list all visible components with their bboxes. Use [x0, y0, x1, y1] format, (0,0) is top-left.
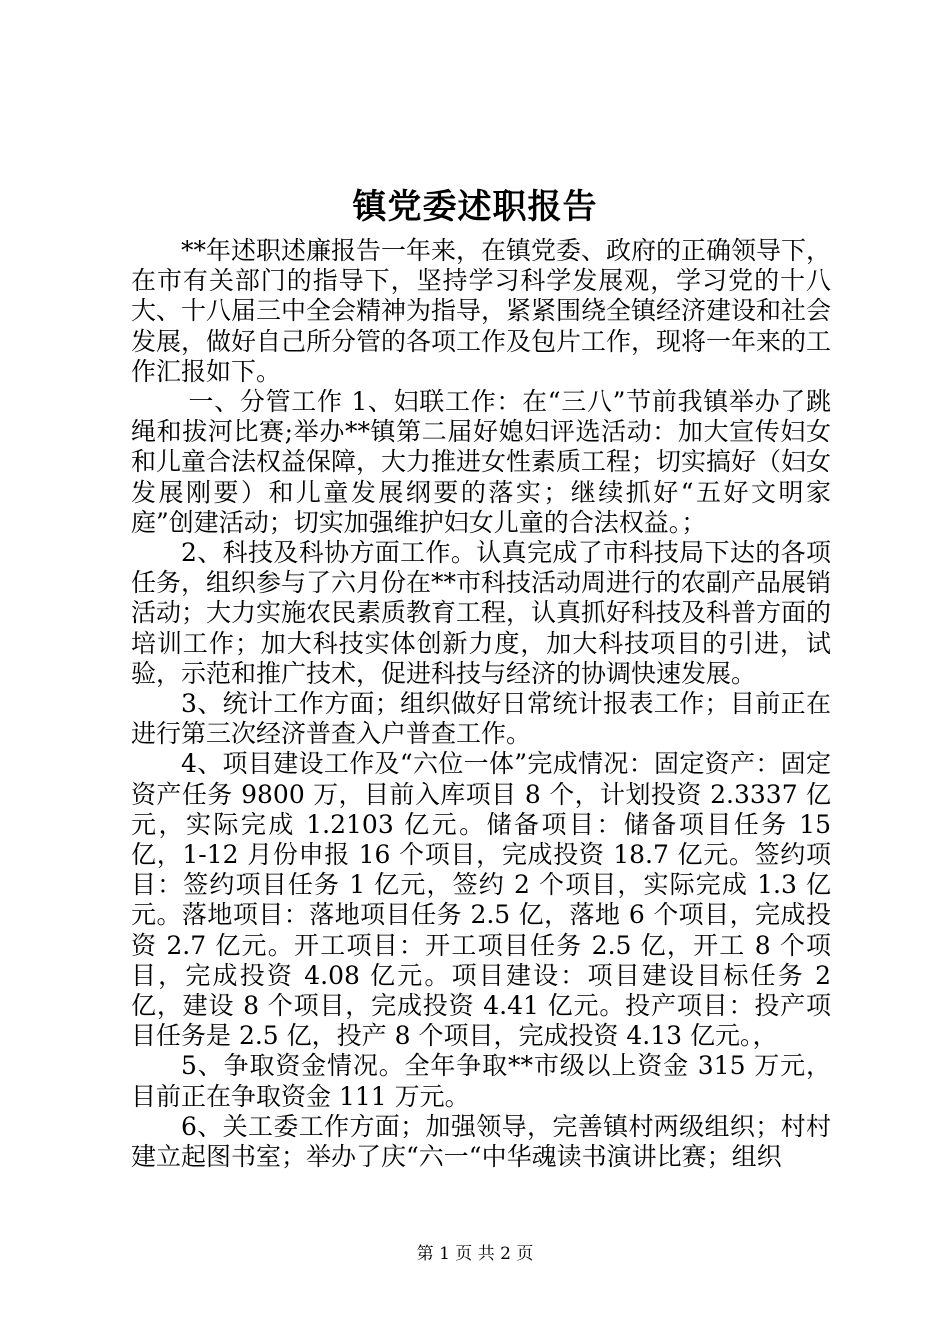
page-indicator: 第 1 页 共 2 页 [416, 1244, 534, 1264]
paragraph-section-6: 6、关工委工作方面；加强领导，完善镇村两级组织；村村建立起图书室；举办了庆“六一“中华魂读书演讲比赛；组织 [131, 1111, 831, 1172]
paragraph-section-1: 一、分管工作 1、妇联工作：在“三八”节前我镇举办了跳绳和拔河比赛;举办**镇第二届好媳妇评选活动：加大宣传妇女和儿童合法权益保障，大力推进女性素质工程；切实搞好（妇女发展刚要）和儿童发展纲要的落实；继续抓好“五好文明家庭”创建活动；切实加强维护妇女儿童的合法权益。； [131, 387, 832, 537]
paragraph-section-4: 4、项目建设工作及“六位一体”完成情况：固定资产：固定资产任务 9800 万，目前入库项目 8 个，计划投资 2.3337 亿元，实际完成 1.2103 亿元。储备项目：储备项目任务 15 亿，1-12 月份申报 16 个项目，完成投资 18.7 亿元。签约项目：签约项目任务 1 亿元，签约 2 个项目，实际完成 1.3 亿元。落地项目：落地项目任务 2.5 亿，落地 6 个项目，完成投资 2.7 亿元。开工项目：开工项目任务 2.5 亿，开工 8 个项目，完成投资 4.08 亿元。项目建设：项目建设目标任务 2 亿，建设 8 个项目，完成投资 4.41 亿元。投产项目：投产项目任务是 2.5 亿，投产 8 个项目，完成投资 4.13 亿元。， [131, 749, 831, 1051]
paragraph-section-2: 2、科技及科协方面工作。认真完成了市科技局下达的各项任务，组织参与了六月份在**市科技活动周进行的农副产品展销活动；大力实施农民素质教育工程，认真抓好科技及科普方面的培训工作；加大科技实体创新力度，加大科技项目的引进，试验，示范和推广技术，促进科技与经济的协调快速发展。 [131, 538, 832, 688]
paragraph-section-5: 5、争取资金情况。全年争取**市级以上资金 315 万元，目前正在争取资金 111 万元。 [131, 1051, 831, 1111]
paragraph-intro: **年述职述廉报告一年来，在镇党委、政府的正确领导下，在市有关部门的指导下，坚持学习科学发展观，学习党的十八大、十八届三中全会精神为指导，紧紧围绕全镇经济建设和社会发展，做好自己所分管的各项工作及包片工作，现将一年来的工作汇报如下。 [131, 236, 832, 386]
document-title: 镇党委述职报告 [352, 187, 598, 227]
document-body [131, 236, 831, 1172]
paragraph-section-3: 3、统计工作方面；组织做好日常统计报表工作；目前正在进行第三次经济普查入户普查工作。 [131, 689, 831, 749]
